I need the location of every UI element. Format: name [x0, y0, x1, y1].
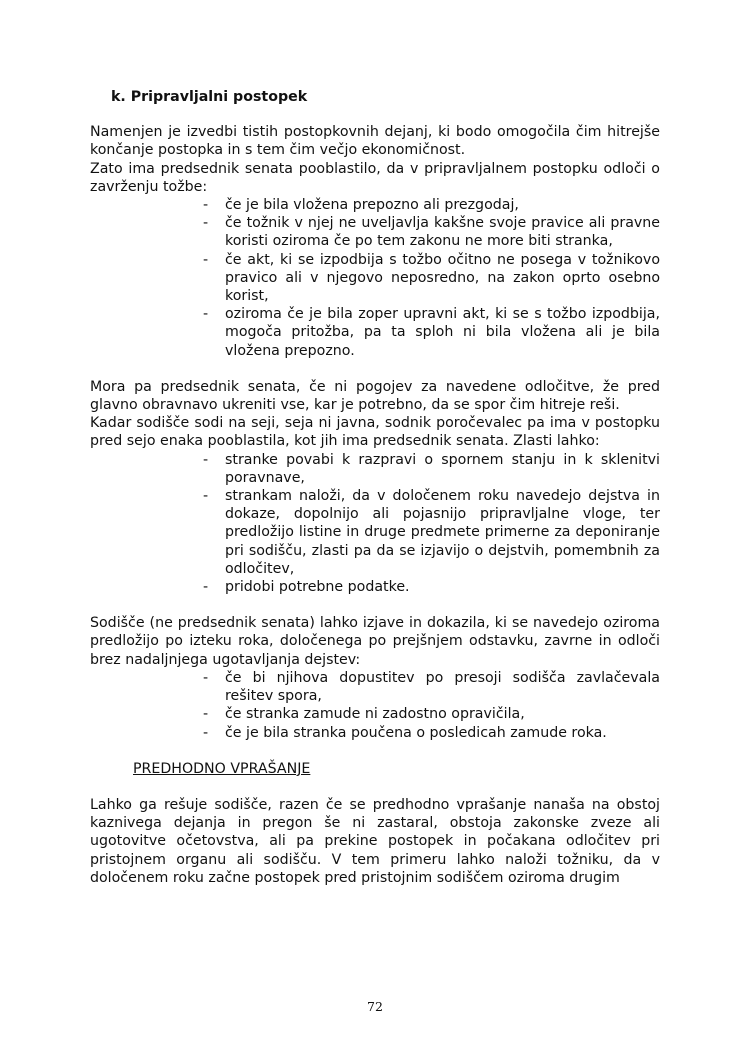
list-item: - če je bila vložena prepozno ali prezgodaj,	[225, 196, 660, 214]
list-item: - če bi njihova dopustitev po presoji sodišča zavlačevala rešitev spora,	[225, 669, 660, 705]
list-item: - strankam naloži, da v določenem roku navedejo dejstva in dokaze, dopolnijo ali pojasnijo pripravljalne vloge, ter predložijo listine in druge predmete primerne za deponiranje pri sodišču, zlasti pa da se izjavijo o dejstvih, pomembnih za odločitev,	[225, 487, 660, 578]
paragraph-late-evidence: Sodišče (ne predsednik senata) lahko izjave in dokazila, ki se navedejo oziroma predložijo po izteku roka, določenega po prejšnjem odstavku, zavrne in odloči brez nadaljnjega ugotavljanja dejstev:	[90, 615, 660, 668]
dismissal-conditions-list	[90, 196, 660, 360]
list-item: - če je bila stranka poučena o posledicah zamude roka.	[225, 724, 660, 742]
list-item: - oziroma če je bila zoper upravni akt, ki se s tožbo izpodbija, mogoča pritožba, pa ta sploh ni bila vložena ali je bila vložena prepozno.	[225, 305, 660, 360]
list-item: - če tožnik v njej ne uveljavlja kakšne svoje pravice ali pravne koristi oziroma če po tem zakonu ne more biti stranka,	[225, 214, 660, 250]
section-heading: k. Pripravljalni postopek	[111, 89, 308, 105]
list-item: - stranke povabi k razpravi o spornem stanju in k sklenitvi poravnave,	[225, 451, 660, 487]
rejection-conditions-list	[90, 669, 660, 742]
paragraph-session: Kadar sodišče sodi na seji, seja ni javna, sodnik poročevalec pa ima v postopku pred sejo enaka pooblastila, kot jih ima predsednik senata. Zlasti lahko:	[90, 415, 660, 450]
paragraph-president-duties: Mora pa predsednik senata, če ni pogojev za navedene odločitve, že pred glavno obravnavo ukreniti vse, kar je potrebno, da se spor čim hitreje reši.	[90, 378, 660, 414]
document-page	[90, 88, 660, 887]
paragraph-dismissal: Zato ima predsednik senata pooblastilo, da v pripravljalnem postopku odloči o zavrženju tožbe:	[90, 160, 660, 195]
list-item: - če akt, ki se izpodbija s tožbo očitno ne posega v tožnikovo pravico ali v njegovo neposredno, na zakon oprto osebno korist,	[225, 251, 660, 306]
subsection-heading: PREDHODNO VPRAŠANJE	[133, 760, 311, 777]
rapporteur-powers-list	[90, 451, 660, 597]
page-number: 72	[367, 999, 383, 1014]
paragraph-preliminary-question: Lahko ga rešuje sodišče, razen če se predhodno vprašanje nanaša na obstoj kaznivega dejanja in pregon še ni zastaral, obstoja zakonske zveze ali ugotovitve očetovstva, ali pa prekine postopek in počakana odločitev pri pristojnem organu ali sodišču. V tem primeru lahko naloži tožniku, da v določenem roku začne postopek pred pristojnim sodiščem oziroma drugim	[90, 796, 660, 886]
list-item: - pridobi potrebne podatke.	[225, 578, 660, 596]
list-item: - če stranka zamude ni zadostno opravičila,	[225, 705, 660, 723]
paragraph-intro: Namenjen je izvedbi tistih postopkovnih dejanj, ki bodo omogočila čim hitrejše končanje postopka in s tem čim večjo ekonomičnost.	[90, 124, 660, 159]
